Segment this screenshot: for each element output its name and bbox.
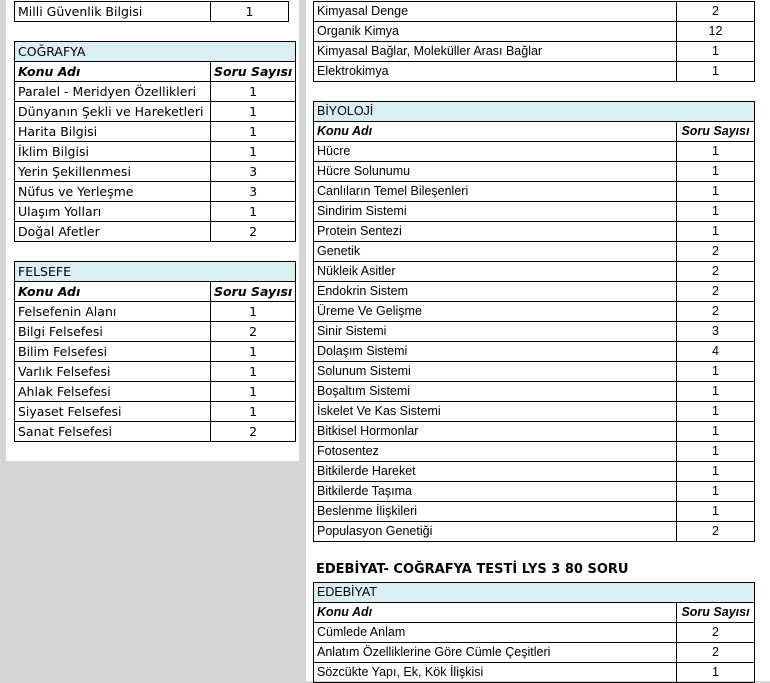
count-cell: 1 bbox=[677, 442, 755, 462]
topic-cell: Sanat Felsefesi bbox=[15, 422, 211, 442]
column-header-topic: Konu Adı bbox=[15, 62, 211, 82]
edebiyat-table bbox=[313, 582, 755, 683]
table-row bbox=[314, 202, 755, 222]
count-cell: 12 bbox=[677, 22, 755, 42]
count-cell: 1 bbox=[211, 102, 296, 122]
table-row bbox=[314, 342, 755, 362]
table-row bbox=[314, 502, 755, 522]
column-header-topic: Konu Adı bbox=[314, 122, 677, 142]
topic-cell: Hücre Solunumu bbox=[314, 162, 677, 182]
table-row bbox=[314, 142, 755, 162]
topic-cell: Dolaşım Sistemi bbox=[314, 342, 677, 362]
table-row bbox=[15, 182, 296, 202]
topic-cell: Kimyasal Denge bbox=[314, 2, 677, 22]
topic-cell: Genetik bbox=[314, 242, 677, 262]
topic-cell: Sindirim Sistemi bbox=[314, 202, 677, 222]
topic-cell: İklim Bilgisi bbox=[15, 142, 211, 162]
table-row bbox=[15, 222, 296, 242]
count-cell: 1 bbox=[677, 62, 755, 82]
topic-cell: Boşaltım Sistemi bbox=[314, 382, 677, 402]
table-row bbox=[314, 362, 755, 382]
column-header-count: Soru Sayısı bbox=[211, 62, 296, 82]
column-header-count: Soru Sayısı bbox=[677, 122, 755, 142]
topic-cell: Fotosentez bbox=[314, 442, 677, 462]
count-cell: 1 bbox=[211, 342, 296, 362]
table-row bbox=[15, 362, 296, 382]
count-cell: 3 bbox=[211, 182, 296, 202]
count-cell: 2 bbox=[211, 222, 296, 242]
table-row bbox=[314, 382, 755, 402]
topic-cell: Anlatım Özelliklerine Göre Cümle Çeşitleri bbox=[314, 643, 677, 663]
count-cell: 2 bbox=[677, 2, 755, 22]
table-row bbox=[314, 302, 755, 322]
table-row bbox=[314, 442, 755, 462]
table-row bbox=[314, 242, 755, 262]
table-row bbox=[15, 302, 296, 322]
count-cell: 2 bbox=[677, 302, 755, 322]
count-cell: 1 bbox=[211, 362, 296, 382]
count-cell: 1 bbox=[211, 202, 296, 222]
table-row bbox=[314, 22, 755, 42]
count-cell: 1 bbox=[211, 142, 296, 162]
table-row bbox=[15, 2, 289, 22]
count-cell: 3 bbox=[677, 322, 755, 342]
table-row bbox=[314, 402, 755, 422]
count-cell: 1 bbox=[677, 362, 755, 382]
topic-cell: Harita Bilgisi bbox=[15, 122, 211, 142]
topic-cell: Cümlede Anlam bbox=[314, 623, 677, 643]
count-cell: 1 bbox=[677, 663, 755, 683]
table-row bbox=[314, 643, 755, 663]
count-cell: 4 bbox=[677, 342, 755, 362]
count-cell: 1 bbox=[677, 502, 755, 522]
topic-cell: Nükleik Asitler bbox=[314, 262, 677, 282]
topic-cell: Hücre bbox=[314, 142, 677, 162]
cografya-table bbox=[14, 41, 296, 242]
table-row bbox=[15, 202, 296, 222]
table-row bbox=[314, 162, 755, 182]
table-row bbox=[15, 162, 296, 182]
table-row bbox=[15, 402, 296, 422]
table-row bbox=[15, 342, 296, 362]
topic-cell: Bilgi Felsefesi bbox=[15, 322, 211, 342]
kimya-table bbox=[313, 1, 755, 82]
topic-cell: Elektrokimya bbox=[314, 62, 677, 82]
section-title: FELSEFE bbox=[15, 262, 296, 282]
table-row bbox=[314, 62, 755, 82]
column-header-topic: Konu Adı bbox=[15, 282, 211, 302]
topic-cell: Felsefenin Alanı bbox=[15, 302, 211, 322]
count-cell: 1 bbox=[677, 162, 755, 182]
felsefe-table bbox=[14, 261, 296, 442]
count-cell: 3 bbox=[211, 162, 296, 182]
topic-cell: Ahlak Felsefesi bbox=[15, 382, 211, 402]
topic-cell: Endokrin Sistem bbox=[314, 282, 677, 302]
section-title: COĞRAFYA bbox=[15, 42, 296, 62]
count-cell: 1 bbox=[677, 42, 755, 62]
count-cell: 1 bbox=[677, 382, 755, 402]
count-cell: 1 bbox=[211, 302, 296, 322]
topic-cell: Protein Sentezi bbox=[314, 222, 677, 242]
topic-cell: Bitkisel Hormonlar bbox=[314, 422, 677, 442]
section-title: EDEBİYAT bbox=[314, 583, 755, 603]
section-title: BİYOLOJİ bbox=[314, 102, 755, 122]
topic-cell: Canlıların Temel Bileşenleri bbox=[314, 182, 677, 202]
table-row bbox=[15, 322, 296, 342]
count-cell: 1 bbox=[677, 402, 755, 422]
count-cell: 1 bbox=[677, 182, 755, 202]
count-cell: 1 bbox=[677, 462, 755, 482]
topic-cell: Milli Güvenlik Bilgisi bbox=[15, 2, 211, 22]
count-cell: 2 bbox=[677, 242, 755, 262]
test-heading: EDEBİYAT- COĞRAFYA TESTİ LYS 3 80 SORU bbox=[316, 562, 629, 577]
table-row bbox=[15, 382, 296, 402]
table-row bbox=[15, 122, 296, 142]
count-cell: 2 bbox=[677, 643, 755, 663]
count-cell: 1 bbox=[211, 382, 296, 402]
topic-cell: Bitkilerde Taşıma bbox=[314, 482, 677, 502]
left-sheet-panel bbox=[6, 0, 299, 461]
topic-cell: Varlık Felsefesi bbox=[15, 362, 211, 382]
table-row bbox=[314, 2, 755, 22]
topic-cell: Kimyasal Bağlar, Moleküller Arası Bağlar bbox=[314, 42, 677, 62]
table-row bbox=[314, 663, 755, 683]
topic-cell: Sözcükte Yapı, Ek, Kök İlişkisi bbox=[314, 663, 677, 683]
count-cell: 2 bbox=[211, 422, 296, 442]
table-row bbox=[314, 182, 755, 202]
column-header-count: Soru Sayısı bbox=[211, 282, 296, 302]
topic-cell: Üreme Ve Gelişme bbox=[314, 302, 677, 322]
topic-cell: Organik Kimya bbox=[314, 22, 677, 42]
column-header-count: Soru Sayısı bbox=[677, 603, 755, 623]
table-row bbox=[314, 222, 755, 242]
table-row bbox=[314, 522, 755, 542]
count-cell: 1 bbox=[211, 402, 296, 422]
topic-cell: Populasyon Genetiği bbox=[314, 522, 677, 542]
table-row bbox=[314, 262, 755, 282]
topic-cell: Beslenme İlişkileri bbox=[314, 502, 677, 522]
table-row bbox=[314, 462, 755, 482]
count-cell: 1 bbox=[677, 222, 755, 242]
table-row bbox=[314, 422, 755, 442]
topic-cell: İskelet Ve Kas Sistemi bbox=[314, 402, 677, 422]
table-row bbox=[15, 82, 296, 102]
topic-cell: Bitkilerde Hareket bbox=[314, 462, 677, 482]
count-cell: 1 bbox=[677, 142, 755, 162]
topic-cell: Ulaşım Yolları bbox=[15, 202, 211, 222]
count-cell: 2 bbox=[211, 322, 296, 342]
topic-cell: Solunum Sistemi bbox=[314, 362, 677, 382]
right-sheet-panel bbox=[306, 0, 770, 681]
count-cell: 2 bbox=[677, 282, 755, 302]
topic-cell: Bilim Felsefesi bbox=[15, 342, 211, 362]
topic-cell: Nüfus ve Yerleşme bbox=[15, 182, 211, 202]
count-cell: 1 bbox=[677, 482, 755, 502]
count-cell: 1 bbox=[211, 122, 296, 142]
table-row bbox=[15, 422, 296, 442]
table-row bbox=[314, 322, 755, 342]
count-cell: 1 bbox=[677, 422, 755, 442]
table-row bbox=[15, 102, 296, 122]
table-row bbox=[314, 42, 755, 62]
top-partial-table bbox=[14, 1, 289, 22]
count-cell: 2 bbox=[677, 623, 755, 643]
topic-cell: Paralel - Meridyen Özellikleri bbox=[15, 82, 211, 102]
topic-cell: Yerin Şekillenmesi bbox=[15, 162, 211, 182]
count-cell: 1 bbox=[211, 2, 289, 22]
biyoloji-table bbox=[313, 101, 755, 542]
topic-cell: Dünyanın Şekli ve Hareketleri bbox=[15, 102, 211, 122]
table-row bbox=[314, 482, 755, 502]
topic-cell: Siyaset Felsefesi bbox=[15, 402, 211, 422]
count-cell: 2 bbox=[677, 262, 755, 282]
topic-cell: Sinir Sistemi bbox=[314, 322, 677, 342]
table-row bbox=[314, 623, 755, 643]
column-header-topic: Konu Adı bbox=[314, 603, 677, 623]
topic-cell: Doğal Afetler bbox=[15, 222, 211, 242]
count-cell: 1 bbox=[211, 82, 296, 102]
count-cell: 2 bbox=[677, 522, 755, 542]
count-cell: 1 bbox=[677, 202, 755, 222]
table-row bbox=[15, 142, 296, 162]
table-row bbox=[314, 282, 755, 302]
